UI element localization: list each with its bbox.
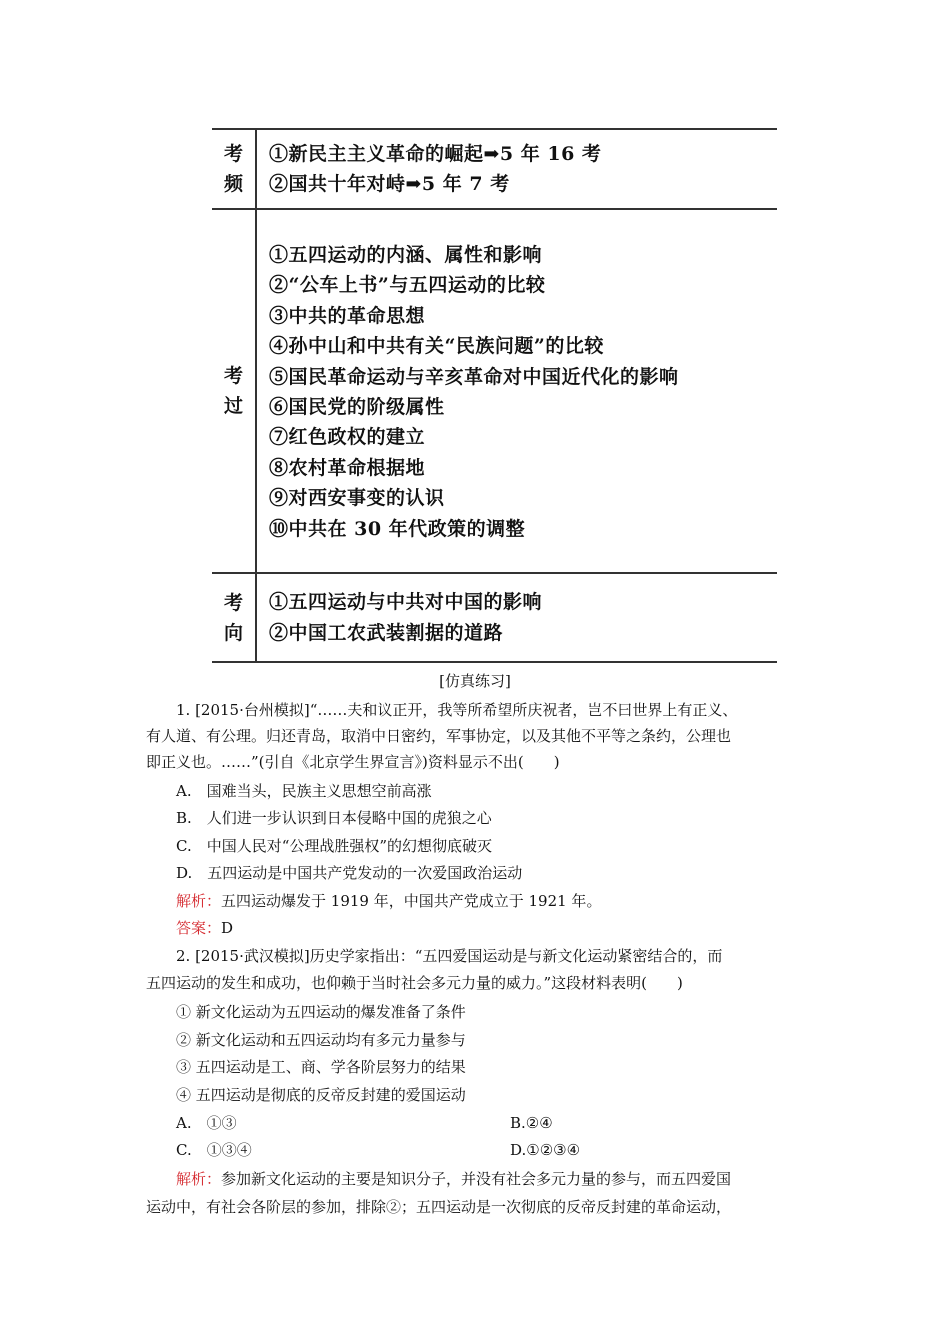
section-title: [仿真练习] <box>439 672 511 690</box>
summary-table <box>212 128 777 663</box>
q2-statement: ② 新文化运动和五四运动均有多元力量参与 <box>176 1031 466 1049</box>
q2-option: B.②④ <box>510 1114 553 1132</box>
q2-analysis: 解析：参加新文化运动的主要是知识分子，并没有社会多元力量的参与，而五四爱国 <box>176 1170 732 1188</box>
table-row-direction <box>212 574 777 663</box>
list-item: ①五四运动与中共对中国的影响 <box>269 591 543 614</box>
q2-statement: ③ 五四运动是工、商、学各阶层努力的结果 <box>176 1058 466 1076</box>
q2-option: D.①②③④ <box>510 1141 581 1159</box>
row-content <box>257 130 777 208</box>
list-item: ①新民主主义革命的崛起➡5 年 16 考 <box>269 142 602 165</box>
row-label: 考 向 <box>212 574 257 661</box>
q2-option: A. ①③ <box>176 1114 237 1132</box>
list-item: ⑥国民党的阶级属性 <box>269 396 445 419</box>
list-item: ⑩中共在 30 年代政策的调整 <box>269 517 526 540</box>
row-content <box>257 210 777 572</box>
q1-option: C. 中国人民对“公理战胜强权”的幻想彻底破灭 <box>176 837 493 855</box>
list-item: ④孙中山和中共有关“民族问题”的比较 <box>269 335 604 358</box>
q2-line: 五四运动的发生和成功，也仰赖于当时社会多元力量的威力。”这段材料表明( ) <box>146 974 683 992</box>
answer-label: 答案： <box>176 919 222 937</box>
q1-option: B. 人们进一步认识到日本侵略中国的虎狼之心 <box>176 809 492 827</box>
list-item: ③中共的革命思想 <box>269 304 426 327</box>
analysis-label: 解析： <box>176 1170 222 1188</box>
row-label: 考 频 <box>212 130 257 208</box>
table-row-frequency <box>212 128 777 210</box>
row-content <box>257 574 777 661</box>
analysis-label: 解析： <box>176 892 222 910</box>
list-item: ②中国工农武装割据的道路 <box>269 621 504 644</box>
list-item: ⑤国民革命运动与辛亥革命对中国近代化的影响 <box>269 365 679 388</box>
q1-line: 有人道、有公理。归还青岛，取消中日密约，军事协定，以及其他不平等之条约，公理也 <box>146 727 732 745</box>
list-item: ①五四运动的内涵、属性和影响 <box>269 244 543 266</box>
q1-option: A. 国难当头，民族主义思想空前高涨 <box>176 782 432 800</box>
q1-answer: 答案：D <box>176 919 234 937</box>
q1-analysis: 解析：五四运动爆发于 1919 年，中国共产党成立于 1921 年。 <box>176 892 602 910</box>
list-item: ⑧农村革命根据地 <box>269 456 426 479</box>
q1-option: D. 五四运动是中国共产党发动的一次爱国政治运动 <box>176 864 523 882</box>
q2-analysis-cont: 运动中，有社会各阶层的参加，排除②；五四运动是一次彻底的反帝反封建的革命运动， <box>146 1198 732 1216</box>
q2-statement: ① 新文化运动为五四运动的爆发准备了条件 <box>176 1003 466 1021</box>
q1-line: 即正义也。……”(引自《北京学生界宣言》)资料显示不出( ) <box>146 753 560 771</box>
list-item: ②“公车上书”与五四运动的比较 <box>269 274 546 297</box>
q1-line: 1. [2015·台州模拟]“……夫和议正开，我等所希望所庆祝者，岂不曰世界上有正义、 <box>176 701 738 719</box>
table-row-tested <box>212 210 777 574</box>
q2-statement: ④ 五四运动是彻底的反帝反封建的爱国运动 <box>176 1086 466 1104</box>
list-item: ⑦红色政权的建立 <box>269 426 426 449</box>
row-label: 考 过 <box>212 210 257 572</box>
list-item: ⑨对西安事变的认识 <box>269 487 445 510</box>
q2-option: C. ①③④ <box>176 1141 252 1159</box>
q2-line: 2. [2015·武汉模拟]历史学家指出：“五四爱国运动是与新文化运动紧密结合的，而 <box>176 947 723 965</box>
list-item: ②国共十年对峙➡5 年 7 考 <box>269 173 510 195</box>
